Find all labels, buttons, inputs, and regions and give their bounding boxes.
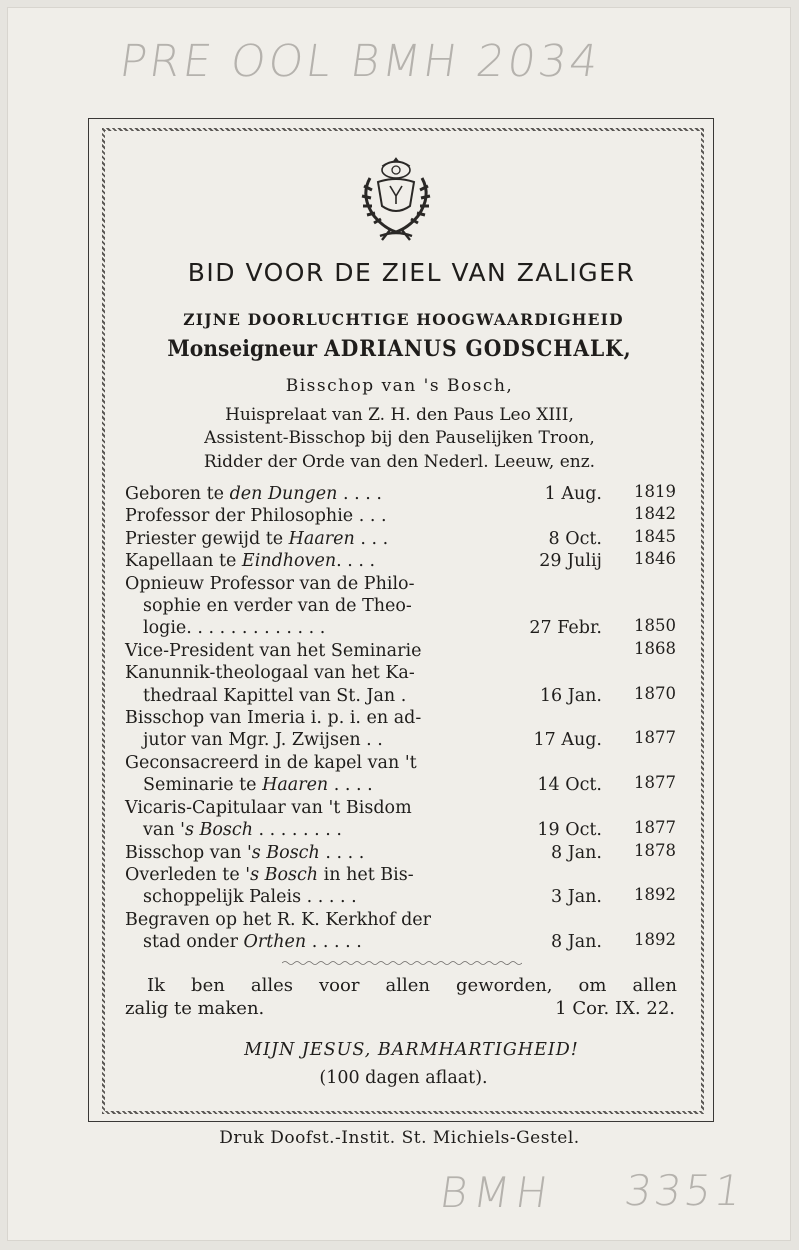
- timeline-text: Bisschop van: [125, 842, 247, 863]
- timeline-entry: [125, 752, 680, 797]
- wavy-divider: [282, 960, 522, 966]
- timeline-entry: [125, 528, 680, 550]
- timeline-text: . . . .: [319, 842, 365, 863]
- honor-line: Assistent-Bisschop bij den Pauselijken Troon,: [204, 428, 595, 448]
- timeline-date: 8 Oct.: [548, 528, 602, 549]
- timeline-line: [125, 574, 415, 594]
- timeline-text: Bisschop van Imeria i. p. i. en ad-: [125, 708, 422, 729]
- timeline-text: logie. . . . . . . . . . . . .: [143, 618, 326, 639]
- timeline-date: 1 Aug.: [544, 484, 602, 504]
- timeline-year: 1892: [634, 930, 676, 950]
- timeline-text: in het Bis-: [318, 864, 414, 885]
- timeline-text: Begraven op het R. K. Kerkhof der: [125, 909, 432, 930]
- timeline-year: 1868: [634, 638, 676, 658]
- timeline-text: Geconsacreerd in de kapel van 't: [125, 752, 417, 773]
- timeline-line: [125, 753, 417, 773]
- timeline-line: [125, 708, 421, 728]
- name-text: ADRIANUS GODSCHALK,: [324, 336, 632, 362]
- timeline-text: [125, 528, 515, 550]
- timeline-year: 1877: [634, 773, 676, 793]
- quote-line: zalig te maken.: [125, 998, 265, 1019]
- timeline-year: 1870: [634, 683, 676, 703]
- timeline-line: [125, 551, 375, 571]
- timeline-line: [125, 729, 515, 751]
- timeline-place: Haaren: [262, 775, 329, 796]
- quote-reference: 1 Cor. IX. 22.: [555, 998, 675, 1019]
- timeline-text: Kapellaan te: [125, 551, 242, 572]
- episcopal-emblem-icon: [350, 152, 442, 244]
- bishop-of: Bisschop van 's Bosch,: [285, 376, 514, 396]
- timeline-place: 's Bosch: [180, 820, 253, 841]
- timeline-text: . . . .: [337, 484, 382, 504]
- honor-line: Ridder der Orde van den Nederl. Leeuw, enz.: [203, 452, 596, 472]
- card-subtitle: ZIJNE DOORLUCHTIGE HOOGWAARDIGHEID: [183, 310, 624, 329]
- timeline-entry: [125, 640, 680, 662]
- timeline-text: jutor van Mgr. J. Zwijsen . .: [143, 730, 383, 751]
- quote-line-2: [125, 997, 677, 1020]
- name-prefix: Monseigneur: [167, 336, 318, 362]
- archive-mark-bottom-left: BMH: [436, 1168, 557, 1217]
- card-title: BID VOOR DE ZIEL VAN ZALIGER: [187, 258, 636, 287]
- timeline-line: [125, 819, 515, 841]
- timeline-date: 3 Jan.: [551, 887, 602, 908]
- timeline-text: Geboren te: [125, 484, 230, 504]
- timeline-text: [125, 797, 515, 842]
- timeline-text: sophie en verder van de Theo-: [143, 596, 412, 617]
- timeline-year: 1845: [634, 526, 676, 546]
- timeline-entry: [125, 662, 680, 707]
- timeline-date: 27 Febr.: [529, 618, 602, 639]
- archive-mark-bottom-right: 3351: [621, 1166, 748, 1215]
- timeline-date: 29 Julij: [539, 551, 602, 572]
- timeline-entry: [125, 864, 680, 909]
- timeline-year: 1877: [634, 818, 676, 838]
- timeline-text: Vice-President van het Seminarie: [125, 640, 422, 661]
- timeline-text: [125, 842, 515, 864]
- timeline-text: . . . . .: [306, 932, 362, 953]
- timeline-place: den Dungen: [229, 484, 338, 504]
- timeline-line: [125, 663, 415, 683]
- timeline-place: 's Bosch: [246, 842, 320, 863]
- quote-line: Ik ben alles voor allen geworden, om allen: [147, 975, 677, 996]
- timeline-year: 1842: [634, 504, 676, 524]
- timeline-line: [125, 529, 388, 549]
- printer-credit: Druk Doofst.-Instit. St. Michiels-Gestel.: [219, 1128, 580, 1148]
- timeline-line: [125, 865, 414, 885]
- timeline-text: . . . . . . . .: [252, 820, 342, 841]
- timeline-line: [125, 641, 421, 661]
- timeline-entry: [125, 797, 680, 842]
- timeline-text: schoppelijk Paleis . . . . .: [143, 887, 357, 908]
- timeline-year: 1877: [634, 728, 676, 748]
- timeline-line: [125, 798, 412, 818]
- timeline-entry: [125, 909, 680, 954]
- timeline-text: [125, 662, 515, 707]
- timeline-date: 19 Oct.: [537, 820, 602, 841]
- timeline-entry: [125, 483, 680, 505]
- timeline-line: [125, 484, 382, 504]
- timeline-entry: [125, 707, 680, 752]
- timeline-text: [125, 573, 515, 640]
- timeline-text: . . . .: [328, 775, 373, 796]
- timeline-place: Eindhoven: [241, 551, 337, 572]
- timeline-line: [125, 931, 515, 953]
- indulgence-line: (100 dagen aflaat).: [319, 1068, 488, 1088]
- timeline-line: [125, 886, 515, 908]
- timeline-text: Vicaris-Capitulaar van 't Bisdom: [125, 797, 412, 818]
- timeline-text: Opnieuw Professor van de Philo-: [125, 573, 415, 594]
- timeline-line: [125, 506, 387, 526]
- timeline-line: [125, 617, 515, 639]
- timeline-text: Priester gewijd te: [125, 528, 289, 549]
- timeline-year: 1892: [634, 885, 676, 905]
- timeline-line: [125, 595, 515, 617]
- timeline-place: Orthen: [243, 932, 307, 953]
- timeline-date: 8 Jan.: [551, 842, 602, 863]
- timeline-text: [125, 483, 515, 505]
- timeline-date: 16 Jan.: [539, 685, 602, 706]
- timeline-place: Haaren: [288, 528, 355, 549]
- timeline-text: . . . .: [336, 551, 376, 572]
- timeline-year: 1878: [634, 840, 676, 860]
- timeline-text: [125, 909, 515, 954]
- timeline-text: . . .: [354, 528, 389, 549]
- archive-mark-top: PRE OOL BMH 2034: [116, 36, 605, 87]
- timeline-text: [125, 707, 515, 752]
- timeline-text: van: [143, 820, 181, 841]
- timeline-year: 1846: [634, 549, 676, 569]
- honor-line: Huisprelaat van Z. H. den Paus Leo XIII,: [225, 405, 574, 425]
- timeline-text: [125, 640, 515, 662]
- timeline-date: 17 Aug.: [533, 730, 602, 751]
- timeline-text: thedraal Kapittel van St. Jan .: [143, 685, 407, 706]
- timeline-date: 8 Jan.: [551, 932, 602, 953]
- timeline-text: [125, 550, 515, 572]
- timeline-entry: [125, 573, 680, 640]
- timeline-text: [125, 505, 515, 527]
- prayer-line: MIJN JESUS, BARMHARTIGHEID!: [244, 1040, 579, 1060]
- deceased-name: [32, 336, 767, 362]
- career-timeline: [125, 483, 680, 954]
- timeline-entry: [125, 842, 680, 864]
- timeline-date: 14 Oct.: [537, 775, 602, 796]
- timeline-text: [125, 864, 515, 909]
- timeline-text: Seminarie te: [143, 775, 263, 796]
- timeline-text: [125, 752, 515, 797]
- scripture-quote: [125, 974, 677, 1020]
- timeline-year: 1819: [634, 482, 676, 501]
- timeline-text: Overleden te: [125, 864, 246, 885]
- timeline-line: [125, 685, 515, 707]
- timeline-line: [125, 843, 364, 863]
- timeline-text: stad onder: [143, 932, 244, 953]
- timeline-line: [125, 774, 515, 796]
- timeline-place: 's Bosch: [245, 864, 319, 885]
- timeline-entry: [125, 550, 680, 572]
- timeline-text: Kanunnik-theologaal van het Ka-: [125, 663, 415, 684]
- timeline-text: Professor der Philosophie . . .: [125, 506, 387, 527]
- timeline-entry: [125, 505, 680, 527]
- timeline-year: 1850: [634, 616, 676, 636]
- timeline-line: [125, 910, 431, 930]
